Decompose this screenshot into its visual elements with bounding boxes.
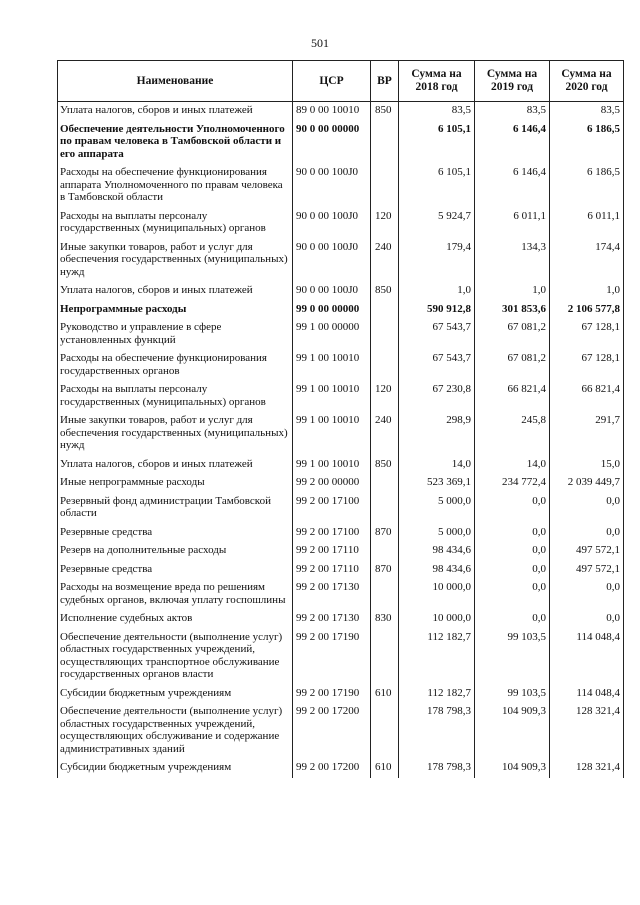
- cell-csr: 99 2 00 17130: [293, 610, 371, 629]
- cell-vr: [371, 301, 399, 320]
- cell-vr: [371, 121, 399, 165]
- cell-sum-2020: 6 186,5: [550, 121, 624, 165]
- cell-vr: 850: [371, 456, 399, 475]
- cell-sum-2020: 66 821,4: [550, 381, 624, 412]
- cell-csr: 99 2 00 17200: [293, 703, 371, 759]
- cell-sum-2019: 0,0: [475, 493, 550, 524]
- cell-sum-2020: 2 106 577,8: [550, 301, 624, 320]
- cell-sum-2018: 67 543,7: [399, 319, 475, 350]
- cell-name: Иные закупки товаров, работ и услуг для обеспечения государственных (муниципальных) нужд: [58, 239, 293, 283]
- budget-table: [57, 60, 624, 778]
- cell-csr: 99 2 00 17130: [293, 579, 371, 610]
- cell-sum-2020: 6 186,5: [550, 164, 624, 208]
- cell-sum-2020: 128 321,4: [550, 759, 624, 778]
- table-row: [58, 121, 624, 165]
- table-row: [58, 301, 624, 320]
- cell-name: Уплата налогов, сборов и иных платежей: [58, 456, 293, 475]
- cell-sum-2018: 98 434,6: [399, 561, 475, 580]
- cell-sum-2019: 67 081,2: [475, 350, 550, 381]
- cell-sum-2020: 0,0: [550, 493, 624, 524]
- table-row: [58, 319, 624, 350]
- cell-csr: 90 0 00 100J0: [293, 282, 371, 301]
- cell-sum-2019: 14,0: [475, 456, 550, 475]
- cell-name: Обеспечение деятельности (выполнение услуг) областных государственных учреждений, осуществляющих обслуживание и содержание административных зданий: [58, 703, 293, 759]
- cell-sum-2020: 497 572,1: [550, 542, 624, 561]
- cell-sum-2019: 234 772,4: [475, 474, 550, 493]
- cell-vr: 610: [371, 759, 399, 778]
- cell-sum-2019: 104 909,3: [475, 703, 550, 759]
- cell-vr: 870: [371, 561, 399, 580]
- cell-vr: 120: [371, 208, 399, 239]
- cell-csr: 99 0 00 00000: [293, 301, 371, 320]
- cell-sum-2018: 10 000,0: [399, 579, 475, 610]
- cell-sum-2019: 301 853,6: [475, 301, 550, 320]
- cell-vr: 240: [371, 239, 399, 283]
- cell-sum-2018: 298,9: [399, 412, 475, 456]
- cell-sum-2019: 66 821,4: [475, 381, 550, 412]
- cell-sum-2019: 104 909,3: [475, 759, 550, 778]
- column-header-sum-2018: Сумма на 2018 год: [399, 61, 475, 102]
- cell-sum-2018: 6 105,1: [399, 121, 475, 165]
- cell-vr: 870: [371, 524, 399, 543]
- cell-sum-2018: 523 369,1: [399, 474, 475, 493]
- cell-sum-2019: 6 011,1: [475, 208, 550, 239]
- cell-csr: 99 2 00 17190: [293, 629, 371, 685]
- cell-sum-2018: 6 105,1: [399, 164, 475, 208]
- cell-vr: 610: [371, 685, 399, 704]
- cell-name: Уплата налогов, сборов и иных платежей: [58, 102, 293, 121]
- table-row: [58, 524, 624, 543]
- page-number: 501: [311, 36, 329, 50]
- table-row: [58, 381, 624, 412]
- cell-name: Резервные средства: [58, 524, 293, 543]
- cell-sum-2018: 112 182,7: [399, 629, 475, 685]
- cell-sum-2019: 0,0: [475, 524, 550, 543]
- cell-sum-2019: 83,5: [475, 102, 550, 121]
- cell-sum-2018: 5 924,7: [399, 208, 475, 239]
- cell-name: Обеспечение деятельности Уполномоченного по правам человека в Тамбовской области и его аппарата: [58, 121, 293, 165]
- cell-sum-2019: 1,0: [475, 282, 550, 301]
- cell-sum-2020: 2 039 449,7: [550, 474, 624, 493]
- cell-sum-2018: 5 000,0: [399, 524, 475, 543]
- table-row: [58, 208, 624, 239]
- cell-sum-2018: 1,0: [399, 282, 475, 301]
- cell-sum-2020: 497 572,1: [550, 561, 624, 580]
- cell-vr: 850: [371, 282, 399, 301]
- cell-name: Уплата налогов, сборов и иных платежей: [58, 282, 293, 301]
- cell-name: Исполнение судебных актов: [58, 610, 293, 629]
- cell-name: Расходы на обеспечение функционирования государственных органов: [58, 350, 293, 381]
- cell-name: Иные непрограммные расходы: [58, 474, 293, 493]
- table-row: [58, 610, 624, 629]
- cell-sum-2020: 114 048,4: [550, 685, 624, 704]
- table-row: [58, 474, 624, 493]
- cell-vr: [371, 319, 399, 350]
- cell-sum-2018: 590 912,8: [399, 301, 475, 320]
- cell-vr: [371, 164, 399, 208]
- table-row: [58, 412, 624, 456]
- cell-csr: 99 2 00 00000: [293, 474, 371, 493]
- cell-sum-2020: 174,4: [550, 239, 624, 283]
- cell-sum-2019: 0,0: [475, 542, 550, 561]
- cell-name: Иные закупки товаров, работ и услуг для обеспечения государственных (муниципальных) нужд: [58, 412, 293, 456]
- table-row: [58, 629, 624, 685]
- cell-sum-2020: 0,0: [550, 524, 624, 543]
- cell-vr: [371, 542, 399, 561]
- cell-vr: [371, 350, 399, 381]
- table-row: [58, 542, 624, 561]
- cell-sum-2019: 99 103,5: [475, 629, 550, 685]
- cell-name: Расходы на обеспечение функционирования аппарата Уполномоченного по правам человека в Тамбовской области: [58, 164, 293, 208]
- cell-vr: 120: [371, 381, 399, 412]
- column-header-sum-2020: Сумма на 2020 год: [550, 61, 624, 102]
- cell-sum-2018: 112 182,7: [399, 685, 475, 704]
- table-row: [58, 561, 624, 580]
- table-row: [58, 164, 624, 208]
- cell-sum-2019: 99 103,5: [475, 685, 550, 704]
- cell-sum-2018: 178 798,3: [399, 759, 475, 778]
- cell-csr: 99 1 00 10010: [293, 456, 371, 475]
- table-header: [58, 61, 624, 102]
- cell-sum-2019: 6 146,4: [475, 121, 550, 165]
- cell-sum-2018: 67 230,8: [399, 381, 475, 412]
- cell-sum-2019: 0,0: [475, 561, 550, 580]
- cell-sum-2020: 291,7: [550, 412, 624, 456]
- cell-name: Расходы на выплаты персоналу государственных (муниципальных) органов: [58, 208, 293, 239]
- cell-sum-2018: 179,4: [399, 239, 475, 283]
- table-row: [58, 759, 624, 778]
- cell-csr: 99 1 00 10010: [293, 381, 371, 412]
- cell-csr: 99 2 00 17110: [293, 561, 371, 580]
- table-row: [58, 239, 624, 283]
- cell-csr: 99 2 00 17200: [293, 759, 371, 778]
- table-row: [58, 493, 624, 524]
- cell-name: Резерв на дополнительные расходы: [58, 542, 293, 561]
- cell-vr: 240: [371, 412, 399, 456]
- cell-name: Расходы на выплаты персоналу государственных (муниципальных) органов: [58, 381, 293, 412]
- cell-sum-2018: 98 434,6: [399, 542, 475, 561]
- cell-name: Резервный фонд администрации Тамбовской области: [58, 493, 293, 524]
- cell-sum-2018: 83,5: [399, 102, 475, 121]
- cell-sum-2019: 67 081,2: [475, 319, 550, 350]
- cell-csr: 89 0 00 10010: [293, 102, 371, 121]
- cell-vr: [371, 474, 399, 493]
- cell-csr: 99 1 00 10010: [293, 412, 371, 456]
- table-row: [58, 102, 624, 121]
- cell-sum-2020: 0,0: [550, 610, 624, 629]
- cell-name: Резервные средства: [58, 561, 293, 580]
- table-row: [58, 456, 624, 475]
- cell-name: Обеспечение деятельности (выполнение услуг) областных государственных учреждений, осуществляющих транспортное обслуживание государственных органов власти: [58, 629, 293, 685]
- cell-csr: 99 2 00 17110: [293, 542, 371, 561]
- table-row: [58, 282, 624, 301]
- cell-vr: [371, 493, 399, 524]
- cell-sum-2020: 0,0: [550, 579, 624, 610]
- cell-sum-2019: 134,3: [475, 239, 550, 283]
- table-row: [58, 579, 624, 610]
- table-row: [58, 350, 624, 381]
- cell-sum-2019: 6 146,4: [475, 164, 550, 208]
- cell-sum-2020: 6 011,1: [550, 208, 624, 239]
- cell-sum-2020: 114 048,4: [550, 629, 624, 685]
- column-header-name: Наименование: [58, 61, 293, 102]
- cell-sum-2019: 245,8: [475, 412, 550, 456]
- cell-csr: 99 2 00 17100: [293, 524, 371, 543]
- cell-csr: 99 1 00 10010: [293, 350, 371, 381]
- cell-csr: 90 0 00 00000: [293, 121, 371, 165]
- cell-csr: 99 2 00 17100: [293, 493, 371, 524]
- column-header-vr: ВР: [371, 61, 399, 102]
- table-row: [58, 685, 624, 704]
- cell-sum-2019: 0,0: [475, 610, 550, 629]
- cell-sum-2018: 178 798,3: [399, 703, 475, 759]
- cell-sum-2018: 14,0: [399, 456, 475, 475]
- cell-csr: 90 0 00 100J0: [293, 208, 371, 239]
- cell-name: Расходы на возмещение вреда по решениям судебных органов, включая уплату госпошлины: [58, 579, 293, 610]
- cell-vr: [371, 579, 399, 610]
- cell-vr: [371, 703, 399, 759]
- cell-sum-2020: 83,5: [550, 102, 624, 121]
- cell-csr: 99 1 00 00000: [293, 319, 371, 350]
- cell-vr: [371, 629, 399, 685]
- cell-vr: 830: [371, 610, 399, 629]
- cell-csr: 99 2 00 17190: [293, 685, 371, 704]
- column-header-sum-2019: Сумма на 2019 год: [475, 61, 550, 102]
- cell-sum-2020: 67 128,1: [550, 319, 624, 350]
- cell-name: Непрограммные расходы: [58, 301, 293, 320]
- cell-vr: 850: [371, 102, 399, 121]
- cell-csr: 90 0 00 100J0: [293, 164, 371, 208]
- cell-sum-2018: 5 000,0: [399, 493, 475, 524]
- cell-name: Субсидии бюджетным учреждениям: [58, 685, 293, 704]
- cell-sum-2020: 1,0: [550, 282, 624, 301]
- cell-sum-2018: 67 543,7: [399, 350, 475, 381]
- table-row: [58, 703, 624, 759]
- cell-sum-2018: 10 000,0: [399, 610, 475, 629]
- cell-sum-2020: 128 321,4: [550, 703, 624, 759]
- table-body: [58, 102, 624, 778]
- cell-sum-2019: 0,0: [475, 579, 550, 610]
- column-header-csr: ЦСР: [293, 61, 371, 102]
- cell-name: Субсидии бюджетным учреждениям: [58, 759, 293, 778]
- cell-csr: 90 0 00 100J0: [293, 239, 371, 283]
- cell-sum-2020: 15,0: [550, 456, 624, 475]
- cell-name: Руководство и управление в сфере установленных функций: [58, 319, 293, 350]
- cell-sum-2020: 67 128,1: [550, 350, 624, 381]
